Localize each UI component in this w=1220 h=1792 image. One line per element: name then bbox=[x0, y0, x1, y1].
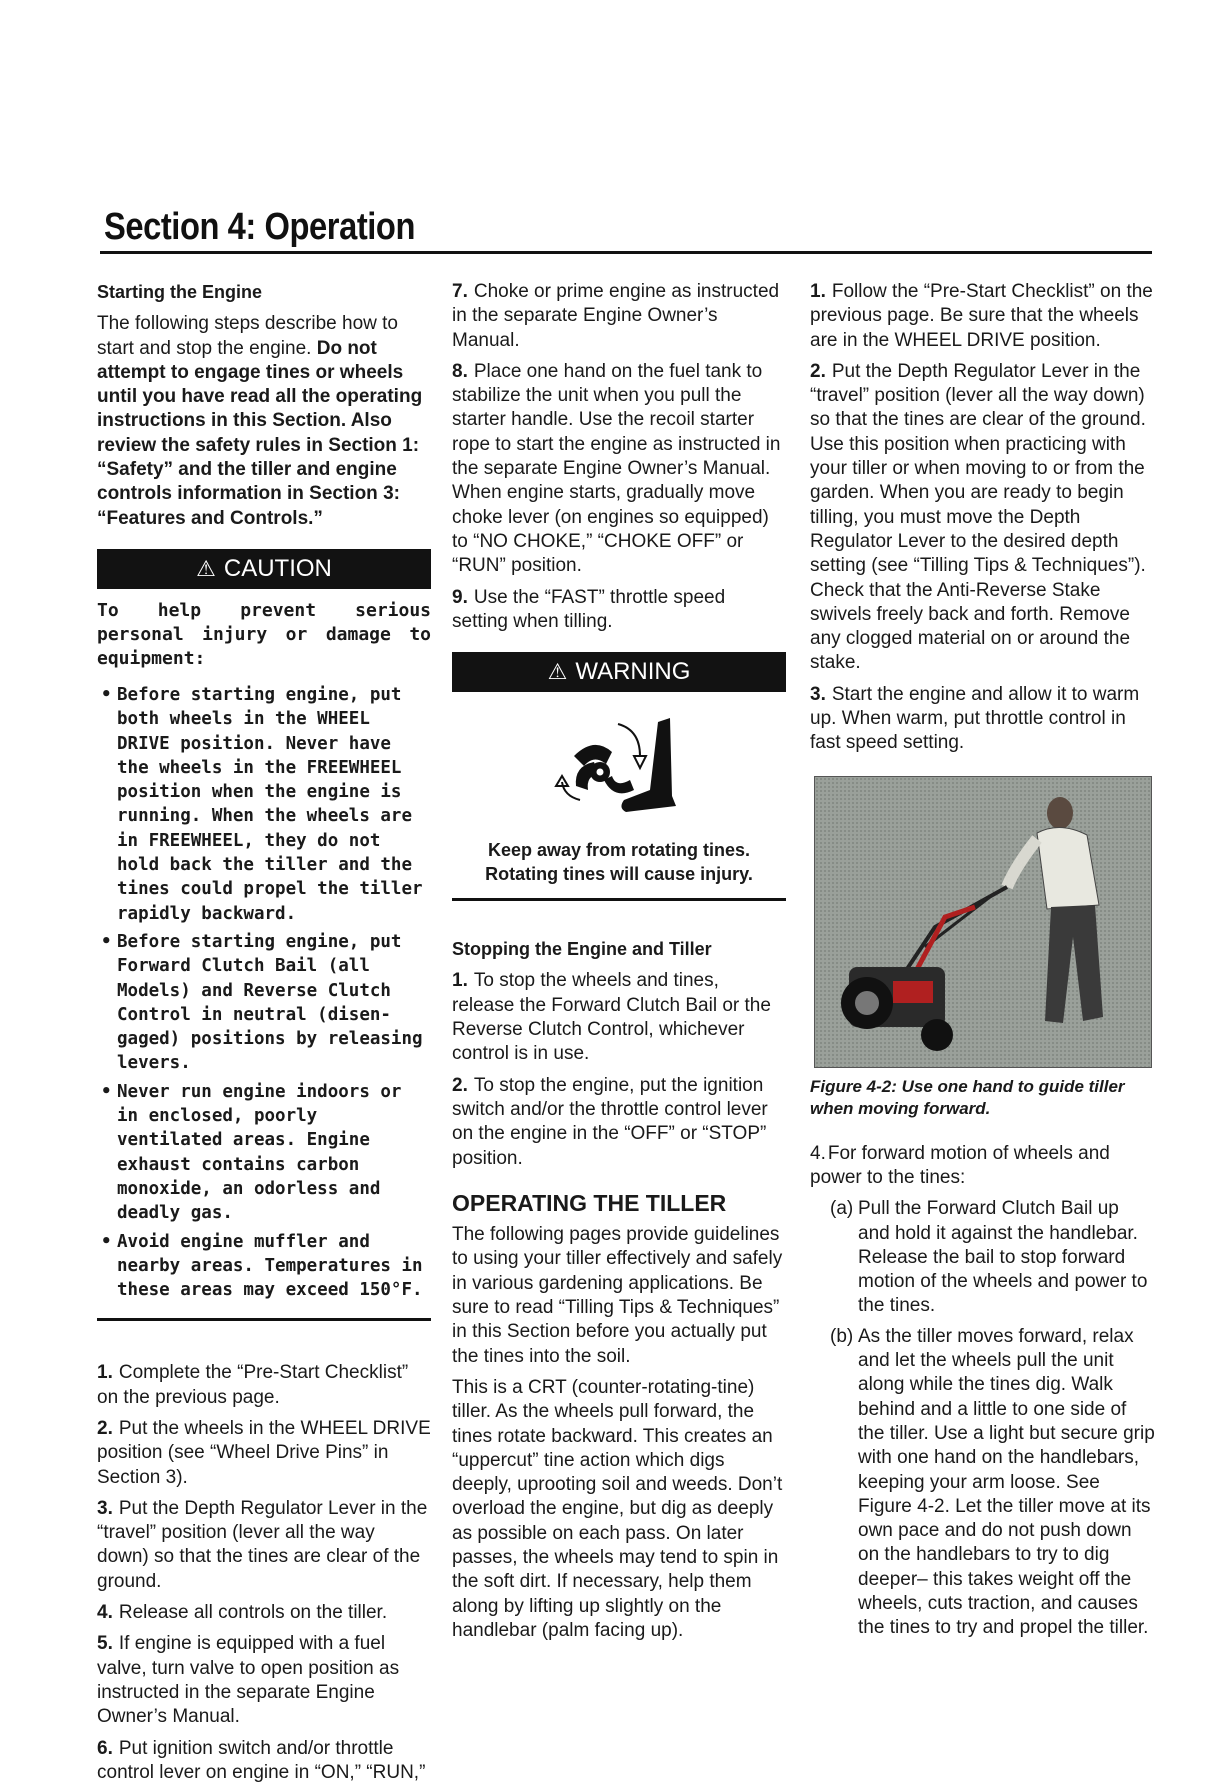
figure-caption: Figure 4-2: Use one hand to guide tiller when moving forward. bbox=[810, 1076, 1125, 1118]
caution-item: • Before starting engine, put Forward Clutch Bail (all Models) and Reverse Clutch Control in neutral (disen-gaged) positions by releasing levers. bbox=[97, 930, 431, 1076]
step-text: Put the wheels in the WHEEL DRIVE position (see “Wheel Drive Pins” in Section 3). bbox=[97, 1417, 431, 1488]
warning-end-rule bbox=[452, 898, 786, 901]
rotating-tines-hazard-icon bbox=[554, 716, 684, 826]
start-step-9 bbox=[452, 586, 786, 635]
caution-intro: To help prevent serious personal injury or damage to equipment: bbox=[97, 599, 431, 669]
tiller-step-4 bbox=[810, 1142, 1155, 1191]
intro-bold-text: Do not attempt to engage tines or wheels until you have read all the operating instructions in this Section. Also review the safety rules in Section 1: “Safety” and the tiller and engine controls information in Section 3: “Features and Controls.” bbox=[97, 337, 423, 529]
caution-label: CAUTION bbox=[223, 554, 332, 582]
step-text: To stop the wheels and tines, release the Forward Clutch Bail or the Reverse Clutch Control, whichever control is in use. bbox=[452, 970, 771, 1065]
stop-step-1 bbox=[452, 969, 786, 1066]
step-text: Put the Depth Regulator Lever in the “travel” position (lever all the way down) so that the tines are clear of the ground. bbox=[97, 1497, 428, 1592]
stopping-heading: Stopping the Engine and Tiller bbox=[452, 939, 712, 960]
step-number: 3. bbox=[810, 683, 826, 705]
step-number: 1. bbox=[452, 970, 468, 992]
operating-para-1: The following pages provide guidelines to using your tiller effectively and safely in various gardening applications. Be sure to read “Tilling Tips & Techniques” in this Section before you actually put the tines into the soil. bbox=[452, 1224, 783, 1367]
start-step-2 bbox=[97, 1417, 431, 1490]
step-number: 4. bbox=[97, 1602, 113, 1624]
caution-item: • Before starting engine, put both wheels in the WHEEL DRIVE position. Never have the wheels in the FREEWHEEL position when the engine is running. When the wheels are in FREEWHEEL, they do not hold back the tiller and the tines could propel the tiller rapidly backward. bbox=[97, 683, 431, 926]
caution-list bbox=[97, 683, 431, 1302]
step-number: 2. bbox=[810, 360, 826, 382]
warning-caption: Keep away from rotating tines. Rotating tines will cause injury. bbox=[485, 840, 753, 885]
man-with-tiller-image bbox=[815, 777, 1151, 1067]
step-number: 5. bbox=[97, 1633, 113, 1655]
step-text: Release all controls on the tiller. bbox=[118, 1602, 388, 1624]
step-number: 7. bbox=[452, 281, 468, 302]
step-number: 1. bbox=[810, 281, 826, 302]
step-number: 3. bbox=[97, 1497, 113, 1519]
start-step-7 bbox=[452, 280, 786, 353]
start-step-3 bbox=[97, 1497, 431, 1594]
step-text: For forward motion of wheels and power to the tines: bbox=[810, 1142, 1110, 1188]
start-step-5 bbox=[97, 1632, 431, 1729]
step-text: Follow the “Pre-Start Checklist” on the previous page. Be sure that the wheels are in the WHEEL DRIVE position. bbox=[810, 281, 1153, 351]
warning-triangle-icon: ⚠ bbox=[547, 659, 568, 685]
sub-step-text: As the tiller moves forward, relax and let the wheels pull the unit along while the tines dig. Walk behind and a little to one side of the tiller. Use a light but secure grip with one hand on the handlebars, keeping your arm loose. See Figure 4-2. Let the tiller move at its own pace and do not push down on the handlebars to try to dig deeper– this takes weight off the wheels, cuts traction, and causes the tines to try and propel the tiller. bbox=[858, 1325, 1155, 1639]
caution-banner bbox=[97, 549, 431, 589]
step-number: 6. bbox=[97, 1737, 113, 1759]
step-text: If engine is equipped with a fuel valve, turn valve to open position as instructed in the separate Engine Owner’s Manual. bbox=[97, 1633, 400, 1728]
sub-step-label: (b) bbox=[830, 1325, 854, 1347]
column-3 bbox=[810, 280, 1155, 1647]
starting-engine-intro bbox=[97, 312, 431, 531]
tiller-step-2 bbox=[810, 360, 1155, 676]
step-number: 2. bbox=[452, 1074, 468, 1096]
step-text: Put the Depth Regulator Lever in the “travel” position (lever all the way down) so that the tines are clear of the ground. Use this position when practicing with your tiller or when moving to or from the garden. When you are ready to begin tilling, you must move the Depth Regulator Lever to the desired depth setting (see “Tilling Tips & Techniques”). Check that the Anti-Reverse Stake swivels freely back and forth. Remove any clogged material on or around the stake. bbox=[810, 360, 1146, 674]
starting-engine-heading: Starting the Engine bbox=[97, 282, 263, 302]
stop-step-2 bbox=[452, 1074, 786, 1171]
start-step-1 bbox=[97, 1361, 431, 1410]
step-text: Place one hand on the fuel tank to stabilize the unit when you pull the starter handle. Use the recoil starter rope to start the engine as instructed in the separate Engine Owner’s Manual. When engine starts, gradually move choke lever (on engines so equipped) to “NO CHOKE,” “CHOKE OFF” or “RUN” position. bbox=[452, 360, 781, 577]
column-1 bbox=[97, 280, 431, 1792]
tiller-step-1 bbox=[810, 280, 1155, 353]
step-text: Complete the “Pre-Start Checklist” on the previous page. bbox=[97, 1362, 409, 1408]
step-text: Put ignition switch and/or throttle control lever on engine in “ON,” “RUN,” bbox=[97, 1737, 426, 1783]
title-rule bbox=[100, 251, 1152, 254]
step-number: 1. bbox=[97, 1362, 113, 1384]
step-text: Use the “FAST” throttle speed setting when tilling. bbox=[452, 586, 726, 632]
caution-item: • Never run engine indoors or in enclosed, poorly ventilated areas. Engine exhaust contains carbon monoxide, an odorless and deadly gas. bbox=[97, 1080, 431, 1226]
step-number: 2. bbox=[97, 1417, 113, 1439]
caution-item: • Avoid engine muffler and nearby areas. Temperatures in these areas may exceed 150°F. bbox=[97, 1230, 431, 1303]
operating-para-2: This is a CRT (counter-rotating-tine) tiller. As the wheels pull forward, the tines rotate backward. This creates an “uppercut” tine action which digs deeply, uprooting soil and weeds. Don’t overload the engine, but dig as deeply as possible on each pass. On later passes, the wheels may tend to spin in the soft dirt. If necessary, help them along by lifting up slightly on the handlebar (palm facing up). bbox=[452, 1376, 783, 1641]
caution-end-rule bbox=[97, 1318, 431, 1321]
operating-tiller-heading: OPERATING THE TILLER bbox=[452, 1189, 727, 1216]
start-step-4 bbox=[97, 1601, 431, 1625]
column-2 bbox=[452, 280, 786, 1650]
tiller-step-3 bbox=[810, 683, 1155, 756]
step-text: To stop the engine, put the ignition switch and/or the throttle control lever on the engine in the “OFF” or “STOP” position. bbox=[452, 1074, 768, 1169]
intro-plain-text: The following steps describe how to start and stop the engine. bbox=[97, 313, 398, 359]
start-step-8 bbox=[452, 360, 786, 579]
figure-4-2-photo bbox=[814, 776, 1152, 1068]
step-text: Choke or prime engine as instructed in the separate Engine Owner’s Manual. bbox=[452, 281, 780, 351]
step-text: Start the engine and allow it to warm up. When warm, put throttle control in fast speed setting. bbox=[810, 683, 1140, 754]
start-step-6 bbox=[97, 1737, 431, 1786]
sub-step-b bbox=[810, 1325, 1155, 1641]
step-number: 9. bbox=[452, 586, 468, 608]
page-title: Section 4: Operation bbox=[104, 206, 415, 248]
sub-step-text: Pull the Forward Clutch Bail up and hold it against the handlebar. Release the bail to stop forward motion of the wheels and power to the tines. bbox=[858, 1198, 1148, 1317]
sub-step-label: (a) bbox=[830, 1198, 854, 1220]
warning-banner bbox=[452, 652, 786, 692]
warning-label: WARNING bbox=[575, 658, 691, 686]
sub-step-a bbox=[810, 1197, 1155, 1318]
warning-triangle-icon: ⚠ bbox=[196, 555, 216, 581]
step-number: 8. bbox=[452, 360, 468, 382]
step-number: 4. bbox=[810, 1142, 826, 1164]
